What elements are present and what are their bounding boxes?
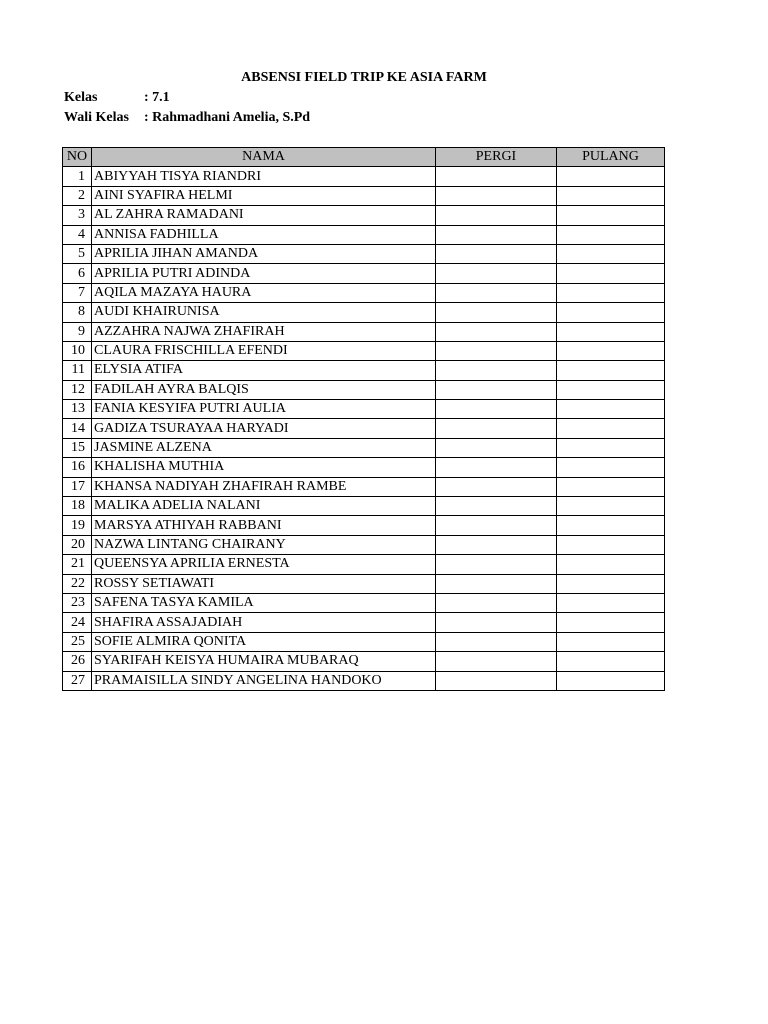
pergi-cell[interactable] — [436, 574, 557, 593]
pergi-cell[interactable] — [436, 283, 557, 302]
table-row — [63, 244, 665, 263]
pulang-cell[interactable] — [557, 613, 665, 632]
student-name: FADILAH AYRA BALQIS — [92, 380, 436, 399]
table-row — [63, 438, 665, 457]
table-row — [63, 380, 665, 399]
pulang-cell[interactable] — [557, 361, 665, 380]
student-name: ABIYYAH TISYA RIANDRI — [92, 167, 436, 186]
table-row — [63, 322, 665, 341]
student-number: 10 — [63, 341, 92, 360]
student-name: SHAFIRA ASSAJADIAH — [92, 613, 436, 632]
header-nama: NAMA — [92, 148, 436, 167]
student-number: 5 — [63, 244, 92, 263]
student-number: 25 — [63, 632, 92, 651]
student-number: 20 — [63, 535, 92, 554]
pergi-cell[interactable] — [436, 400, 557, 419]
student-name: NAZWA LINTANG CHAIRANY — [92, 535, 436, 554]
student-number: 14 — [63, 419, 92, 438]
student-name: JASMINE ALZENA — [92, 438, 436, 457]
pergi-cell[interactable] — [436, 593, 557, 612]
table-row — [63, 477, 665, 496]
pergi-cell[interactable] — [436, 632, 557, 651]
student-number: 12 — [63, 380, 92, 399]
table-row — [63, 225, 665, 244]
student-number: 26 — [63, 652, 92, 671]
student-number: 18 — [63, 497, 92, 516]
table-row — [63, 206, 665, 225]
pulang-cell[interactable] — [557, 555, 665, 574]
student-name: AUDI KHAIRUNISA — [92, 303, 436, 322]
table-row — [63, 535, 665, 554]
header-pulang: PULANG — [557, 148, 665, 167]
student-number: 4 — [63, 225, 92, 244]
pergi-cell[interactable] — [436, 671, 557, 690]
attendance-body — [63, 167, 665, 691]
table-row — [63, 264, 665, 283]
student-name: AINI SYAFIRA HELMI — [92, 186, 436, 205]
student-name: SAFENA TASYA KAMILA — [92, 593, 436, 612]
student-name: PRAMAISILLA SINDY ANGELINA HANDOKO — [92, 671, 436, 690]
kelas-row — [64, 90, 170, 106]
student-number: 13 — [63, 400, 92, 419]
pulang-cell[interactable] — [557, 458, 665, 477]
pulang-cell[interactable] — [557, 438, 665, 457]
student-name: CLAURA FRISCHILLA EFENDI — [92, 341, 436, 360]
pergi-cell[interactable] — [436, 477, 557, 496]
student-name: AQILA MAZAYA HAURA — [92, 283, 436, 302]
student-name: FANIA KESYIFA PUTRI AULIA — [92, 400, 436, 419]
pulang-cell[interactable] — [557, 516, 665, 535]
attendance-table — [62, 147, 665, 691]
table-row — [63, 458, 665, 477]
pulang-cell[interactable] — [557, 186, 665, 205]
table-row — [63, 516, 665, 535]
pulang-cell[interactable] — [557, 283, 665, 302]
table-header-row — [63, 148, 665, 167]
pergi-cell[interactable] — [436, 380, 557, 399]
student-number: 15 — [63, 438, 92, 457]
kelas-value: : 7.1 — [144, 90, 170, 105]
student-name: KHALISHA MUTHIA — [92, 458, 436, 477]
wali-kelas-value: : Rahmadhani Amelia, S.Pd — [144, 110, 311, 125]
header-pergi: PERGI — [436, 148, 557, 167]
table-row — [63, 555, 665, 574]
student-name: APRILIA JIHAN AMANDA — [92, 244, 436, 263]
pergi-cell[interactable] — [436, 167, 557, 186]
student-name: AZZAHRA NAJWA ZHAFIRAH — [92, 322, 436, 341]
table-row — [63, 419, 665, 438]
kelas-label: Kelas — [64, 90, 98, 105]
table-row — [63, 167, 665, 186]
header-no: NO — [63, 148, 92, 167]
wali-kelas-label: Wali Kelas — [64, 110, 129, 125]
pulang-cell[interactable] — [557, 380, 665, 399]
pergi-cell[interactable] — [436, 361, 557, 380]
student-number: 23 — [63, 593, 92, 612]
student-number: 22 — [63, 574, 92, 593]
pulang-cell[interactable] — [557, 671, 665, 690]
pulang-cell[interactable] — [557, 341, 665, 360]
table-row — [63, 283, 665, 302]
pergi-cell[interactable] — [436, 419, 557, 438]
pulang-cell[interactable] — [557, 419, 665, 438]
pergi-cell[interactable] — [436, 244, 557, 263]
pergi-cell[interactable] — [436, 535, 557, 554]
pulang-cell[interactable] — [557, 322, 665, 341]
pergi-cell[interactable] — [436, 322, 557, 341]
pergi-cell[interactable] — [436, 438, 557, 457]
table-row — [63, 652, 665, 671]
table-row — [63, 400, 665, 419]
pulang-cell[interactable] — [557, 206, 665, 225]
pulang-cell[interactable] — [557, 303, 665, 322]
student-name: AL ZAHRA RAMADANI — [92, 206, 436, 225]
pergi-cell[interactable] — [436, 341, 557, 360]
student-name: MARSYA ATHIYAH RABBANI — [92, 516, 436, 535]
student-number: 1 — [63, 167, 92, 186]
table-row — [63, 574, 665, 593]
student-number: 17 — [63, 477, 92, 496]
pulang-cell[interactable] — [557, 225, 665, 244]
student-name: SYARIFAH KEISYA HUMAIRA MUBARAQ — [92, 652, 436, 671]
pulang-cell[interactable] — [557, 497, 665, 516]
student-number: 8 — [63, 303, 92, 322]
student-number: 24 — [63, 613, 92, 632]
student-number: 6 — [63, 264, 92, 283]
wali-kelas-row — [64, 110, 310, 126]
student-name: APRILIA PUTRI ADINDA — [92, 264, 436, 283]
table-row — [63, 632, 665, 651]
table-row — [63, 613, 665, 632]
student-name: GADIZA TSURAYAA HARYADI — [92, 419, 436, 438]
pulang-cell[interactable] — [557, 574, 665, 593]
student-number: 7 — [63, 283, 92, 302]
pergi-cell[interactable] — [436, 652, 557, 671]
student-number: 21 — [63, 555, 92, 574]
student-name: MALIKA ADELIA NALANI — [92, 497, 436, 516]
table-row — [63, 341, 665, 360]
table-row — [63, 303, 665, 322]
student-name: ELYSIA ATIFA — [92, 361, 436, 380]
pulang-cell[interactable] — [557, 632, 665, 651]
student-name: QUEENSYA APRILIA ERNESTA — [92, 555, 436, 574]
student-number: 11 — [63, 361, 92, 380]
pergi-cell[interactable] — [436, 225, 557, 244]
pergi-cell[interactable] — [436, 186, 557, 205]
student-name: SOFIE ALMIRA QONITA — [92, 632, 436, 651]
page-title: ABSENSI FIELD TRIP KE ASIA FARM — [241, 70, 487, 85]
student-name: ROSSY SETIAWATI — [92, 574, 436, 593]
student-number: 3 — [63, 206, 92, 225]
table-row — [63, 361, 665, 380]
pergi-cell[interactable] — [436, 206, 557, 225]
pergi-cell[interactable] — [436, 497, 557, 516]
pulang-cell[interactable] — [557, 477, 665, 496]
pulang-cell[interactable] — [557, 264, 665, 283]
student-number: 19 — [63, 516, 92, 535]
table-row — [63, 186, 665, 205]
student-name: KHANSA NADIYAH ZHAFIRAH RAMBE — [92, 477, 436, 496]
pulang-cell[interactable] — [557, 167, 665, 186]
pergi-cell[interactable] — [436, 516, 557, 535]
pulang-cell[interactable] — [557, 244, 665, 263]
student-number: 27 — [63, 671, 92, 690]
pergi-cell[interactable] — [436, 303, 557, 322]
student-number: 16 — [63, 458, 92, 477]
table-row — [63, 497, 665, 516]
student-number: 2 — [63, 186, 92, 205]
table-row — [63, 671, 665, 690]
pulang-cell[interactable] — [557, 652, 665, 671]
pulang-cell[interactable] — [557, 400, 665, 419]
student-name: ANNISA FADHILLA — [92, 225, 436, 244]
student-number: 9 — [63, 322, 92, 341]
table-row — [63, 593, 665, 612]
pulang-cell[interactable] — [557, 535, 665, 554]
pergi-cell[interactable] — [436, 458, 557, 477]
pulang-cell[interactable] — [557, 593, 665, 612]
pergi-cell[interactable] — [436, 264, 557, 283]
pergi-cell[interactable] — [436, 555, 557, 574]
pergi-cell[interactable] — [436, 613, 557, 632]
